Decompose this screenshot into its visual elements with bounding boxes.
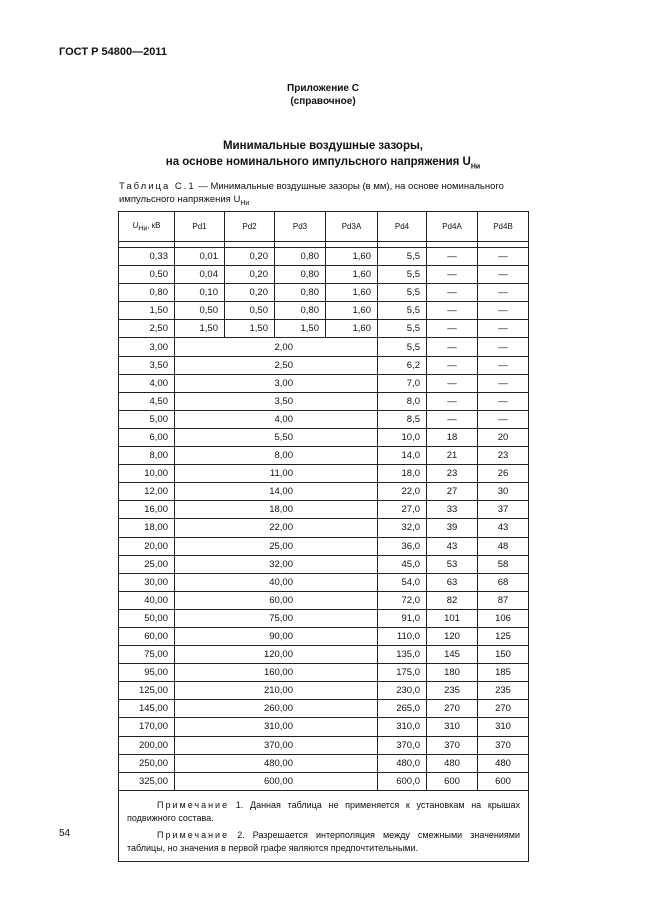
table-cell: 43: [478, 519, 529, 537]
table-cell: 0,04: [175, 266, 225, 284]
table-row: [119, 682, 529, 700]
appendix-type: (справочное): [290, 96, 356, 107]
table-cell: —: [427, 392, 478, 410]
table-cell: 5,00: [119, 410, 175, 428]
table-cell: 8,5: [378, 410, 427, 428]
table-row: [119, 284, 529, 302]
table-cell: 58: [478, 555, 529, 573]
table-cell: 36,0: [378, 537, 427, 555]
merged-cell: 160,00: [175, 664, 378, 682]
table-cell: 82: [427, 591, 478, 609]
table-cell: 3,50: [119, 356, 175, 374]
table-cell: 60,00: [119, 627, 175, 645]
table-row: [119, 302, 529, 320]
table-row: [119, 591, 529, 609]
table-cell: 18,00: [119, 519, 175, 537]
table-cell: 6,2: [378, 356, 427, 374]
table-row: [119, 248, 529, 266]
table-cell: 310: [478, 718, 529, 736]
merged-cell: 32,00: [175, 555, 378, 573]
table-cell: 310: [427, 718, 478, 736]
table-cell: 0,20: [225, 284, 275, 302]
table-cell: 480: [427, 754, 478, 772]
table-row: [119, 646, 529, 664]
document-header: ГОСТ Р 54800—2011: [59, 46, 167, 58]
table-row: [119, 700, 529, 718]
table-row: [119, 627, 529, 645]
table-cell: 20: [478, 428, 529, 446]
table-cell: 63: [427, 573, 478, 591]
table-row: [119, 320, 529, 338]
table-title-line2: на основе номинального импульсного напряжения $U_{Ни}$: [165, 156, 481, 171]
table-cell: 33: [427, 501, 478, 519]
table-cell: —: [478, 248, 529, 266]
table-cell: 18,0: [378, 465, 427, 483]
table-cell: 110,0: [378, 627, 427, 645]
table-cell: —: [478, 392, 529, 410]
merged-cell: 3,00: [175, 374, 378, 392]
table-cell: 1,50: [119, 302, 175, 320]
table-cell: —: [427, 266, 478, 284]
table-cell: 150: [478, 646, 529, 664]
table-cell: 20,00: [119, 537, 175, 555]
table-cell: —: [427, 356, 478, 374]
table-cell: 265,0: [378, 700, 427, 718]
table-cell: 270: [427, 700, 478, 718]
table-cell: 30,00: [119, 573, 175, 591]
table-row: [119, 501, 529, 519]
table-cell: 0,01: [175, 248, 225, 266]
table-cell: —: [427, 248, 478, 266]
table-cell: 27,0: [378, 501, 427, 519]
table-cell: —: [427, 374, 478, 392]
table-cell: 230,0: [378, 682, 427, 700]
table-cell: 235: [478, 682, 529, 700]
table-header-row: [119, 212, 529, 242]
table-row: [119, 537, 529, 555]
header-pd2: Pd2: [225, 212, 275, 242]
table-cell: 32,0: [378, 519, 427, 537]
table-cell: 600,0: [378, 772, 427, 790]
table-row: [119, 609, 529, 627]
table-cell: 6,00: [119, 428, 175, 446]
table-row: [119, 428, 529, 446]
table-row: [119, 718, 529, 736]
table-cell: 125,00: [119, 682, 175, 700]
merged-cell: 2,50: [175, 356, 378, 374]
table-cell: 5,5: [378, 302, 427, 320]
table-cell: 250,00: [119, 754, 175, 772]
table-cell: 3,00: [119, 338, 175, 356]
table-cell: 68: [478, 573, 529, 591]
table-row: [119, 447, 529, 465]
table-row: [119, 338, 529, 356]
table-row: [119, 374, 529, 392]
table-cell: 43: [427, 537, 478, 555]
table-cell: 600: [427, 772, 478, 790]
merged-cell: 25,00: [175, 537, 378, 555]
table-cell: —: [427, 284, 478, 302]
table-row: [119, 664, 529, 682]
merged-cell: 210,00: [175, 682, 378, 700]
table-cell: 145: [427, 646, 478, 664]
table-cell: —: [478, 410, 529, 428]
table-cell: 1,60: [326, 266, 378, 284]
header-pd4: Pd4: [378, 212, 427, 242]
table-cell: —: [478, 374, 529, 392]
table-cell: 16,00: [119, 501, 175, 519]
table-cell: 0,20: [225, 248, 275, 266]
merged-cell: 40,00: [175, 573, 378, 591]
table-cell: 8,00: [119, 447, 175, 465]
table-cell: 1,60: [326, 302, 378, 320]
merged-cell: 8,00: [175, 447, 378, 465]
table-cell: 95,00: [119, 664, 175, 682]
table-cell: 0,80: [275, 302, 326, 320]
table-cell: 200,00: [119, 736, 175, 754]
table-cell: 125: [478, 627, 529, 645]
table-cell: 5,5: [378, 248, 427, 266]
table-cell: 4,00: [119, 374, 175, 392]
table-cell: 5,5: [378, 284, 427, 302]
table-cell: 0,50: [225, 302, 275, 320]
table-cell: 7,0: [378, 374, 427, 392]
table-cell: 0,33: [119, 248, 175, 266]
merged-cell: 90,00: [175, 627, 378, 645]
notes-row: [119, 790, 529, 861]
table-cell: 23: [427, 465, 478, 483]
table-cell: 37: [478, 501, 529, 519]
table-cell: 235: [427, 682, 478, 700]
table-cell: 0,80: [275, 266, 326, 284]
table-cell: —: [478, 302, 529, 320]
table-cell: 180: [427, 664, 478, 682]
table-cell: 50,00: [119, 609, 175, 627]
table-cell: 175,0: [378, 664, 427, 682]
table-cell: 14,0: [378, 447, 427, 465]
table-row: [119, 392, 529, 410]
table-cell: 8,0: [378, 392, 427, 410]
merged-cell: 3,50: [175, 392, 378, 410]
table-cell: 185: [478, 664, 529, 682]
table-cell: 45,0: [378, 555, 427, 573]
table-cell: 10,0: [378, 428, 427, 446]
merged-cell: 370,00: [175, 736, 378, 754]
table-cell: 170,00: [119, 718, 175, 736]
merged-cell: 4,00: [175, 410, 378, 428]
table-cell: —: [478, 338, 529, 356]
table-cell: 53: [427, 555, 478, 573]
merged-cell: 600,00: [175, 772, 378, 790]
table-cell: 1,60: [326, 284, 378, 302]
table-cell: —: [478, 320, 529, 338]
table-cell: 22,0: [378, 483, 427, 501]
notes-cell: [119, 790, 529, 861]
table-cell: 5,5: [378, 338, 427, 356]
merged-cell: 310,00: [175, 718, 378, 736]
table-cell: 325,00: [119, 772, 175, 790]
table-cell: 1,50: [275, 320, 326, 338]
table-cell: —: [427, 302, 478, 320]
table-row: [119, 736, 529, 754]
table-row: [119, 573, 529, 591]
table-cell: 0,80: [275, 284, 326, 302]
header-pd4b: Pd4B: [478, 212, 529, 242]
table-cell: 5,5: [378, 320, 427, 338]
table-cell: 370: [478, 736, 529, 754]
merged-cell: 22,00: [175, 519, 378, 537]
merged-cell: 75,00: [175, 609, 378, 627]
table-cell: —: [478, 284, 529, 302]
table-row: [119, 519, 529, 537]
table-cell: 0,50: [175, 302, 225, 320]
table-cell: 21: [427, 447, 478, 465]
table-cell: 480: [478, 754, 529, 772]
table-row: [119, 754, 529, 772]
table-cell: —: [427, 410, 478, 428]
merged-cell: 120,00: [175, 646, 378, 664]
note-1: Примечание 1. Данная таблица не применяется к установкам на крышах подвижного состава.: [127, 799, 520, 823]
table-cell: 40,00: [119, 591, 175, 609]
table-cell: 270: [478, 700, 529, 718]
table-cell: 1,60: [326, 320, 378, 338]
table-cell: 25,00: [119, 555, 175, 573]
table-cell: 72,0: [378, 591, 427, 609]
merged-cell: 11,00: [175, 465, 378, 483]
table-cell: 0,50: [119, 266, 175, 284]
header-pd1: Pd1: [175, 212, 225, 242]
table-cell: 48: [478, 537, 529, 555]
table-cell: 1,50: [175, 320, 225, 338]
header-pd3: Pd3: [275, 212, 326, 242]
merged-cell: 60,00: [175, 591, 378, 609]
table-caption: Таблица С.1 — Минимальные воздушные зазоры (в мм), на основе номинального импульсного напряжения $U_{Ни}$: [119, 181, 504, 207]
table-cell: 310,0: [378, 718, 427, 736]
table-cell: 120: [427, 627, 478, 645]
merged-cell: 260,00: [175, 700, 378, 718]
merged-cell: 480,00: [175, 754, 378, 772]
table-cell: 480,0: [378, 754, 427, 772]
table-cell: 39: [427, 519, 478, 537]
table-cell: 370,0: [378, 736, 427, 754]
table-cell: —: [427, 320, 478, 338]
table-cell: 91,0: [378, 609, 427, 627]
table-cell: 87: [478, 591, 529, 609]
clearance-table: [118, 211, 529, 862]
table-row: [119, 266, 529, 284]
table-cell: 101: [427, 609, 478, 627]
table-cell: 0,20: [225, 266, 275, 284]
merged-cell: 2,00: [175, 338, 378, 356]
table-cell: 2,50: [119, 320, 175, 338]
table-cell: 27: [427, 483, 478, 501]
merged-cell: 18,00: [175, 501, 378, 519]
header-voltage: $U_{Ни}$, кВ: [119, 212, 175, 242]
table-row: [119, 555, 529, 573]
table-cell: 0,10: [175, 284, 225, 302]
table-title-line1: Минимальные воздушные зазоры,: [222, 140, 424, 152]
table-cell: 30: [478, 483, 529, 501]
table-cell: —: [478, 266, 529, 284]
appendix-title: Приложение С: [287, 83, 359, 94]
table-row: [119, 465, 529, 483]
table-row: [119, 356, 529, 374]
table-cell: 23: [478, 447, 529, 465]
table-cell: —: [478, 356, 529, 374]
table-cell: 4,50: [119, 392, 175, 410]
table-row: [119, 483, 529, 501]
table-cell: 145,00: [119, 700, 175, 718]
table-cell: 600: [478, 772, 529, 790]
table-cell: 0,80: [275, 248, 326, 266]
page-number: 54: [59, 828, 71, 839]
table-cell: 18: [427, 428, 478, 446]
table-cell: —: [427, 338, 478, 356]
table-row: [119, 772, 529, 790]
table-cell: 135,0: [378, 646, 427, 664]
table-cell: 75,00: [119, 646, 175, 664]
table-row: [119, 410, 529, 428]
table-cell: 1,50: [225, 320, 275, 338]
table-cell: 10,00: [119, 465, 175, 483]
table-cell: 1,60: [326, 248, 378, 266]
table-cell: 370: [427, 736, 478, 754]
table-cell: 106: [478, 609, 529, 627]
table-cell: 54,0: [378, 573, 427, 591]
table-cell: 26: [478, 465, 529, 483]
header-pd4a: Pd4A: [427, 212, 478, 242]
header-pd3a: Pd3A: [326, 212, 378, 242]
table-cell: 5,5: [378, 266, 427, 284]
note-2: Примечание 2. Разрешается интерполяция между смежными значениями таблицы, но значения в первой графе являются предпочтительными.: [127, 829, 520, 853]
merged-cell: 5,50: [175, 428, 378, 446]
table-cell: 0,80: [119, 284, 175, 302]
merged-cell: 14,00: [175, 483, 378, 501]
table-cell: 12,00: [119, 483, 175, 501]
